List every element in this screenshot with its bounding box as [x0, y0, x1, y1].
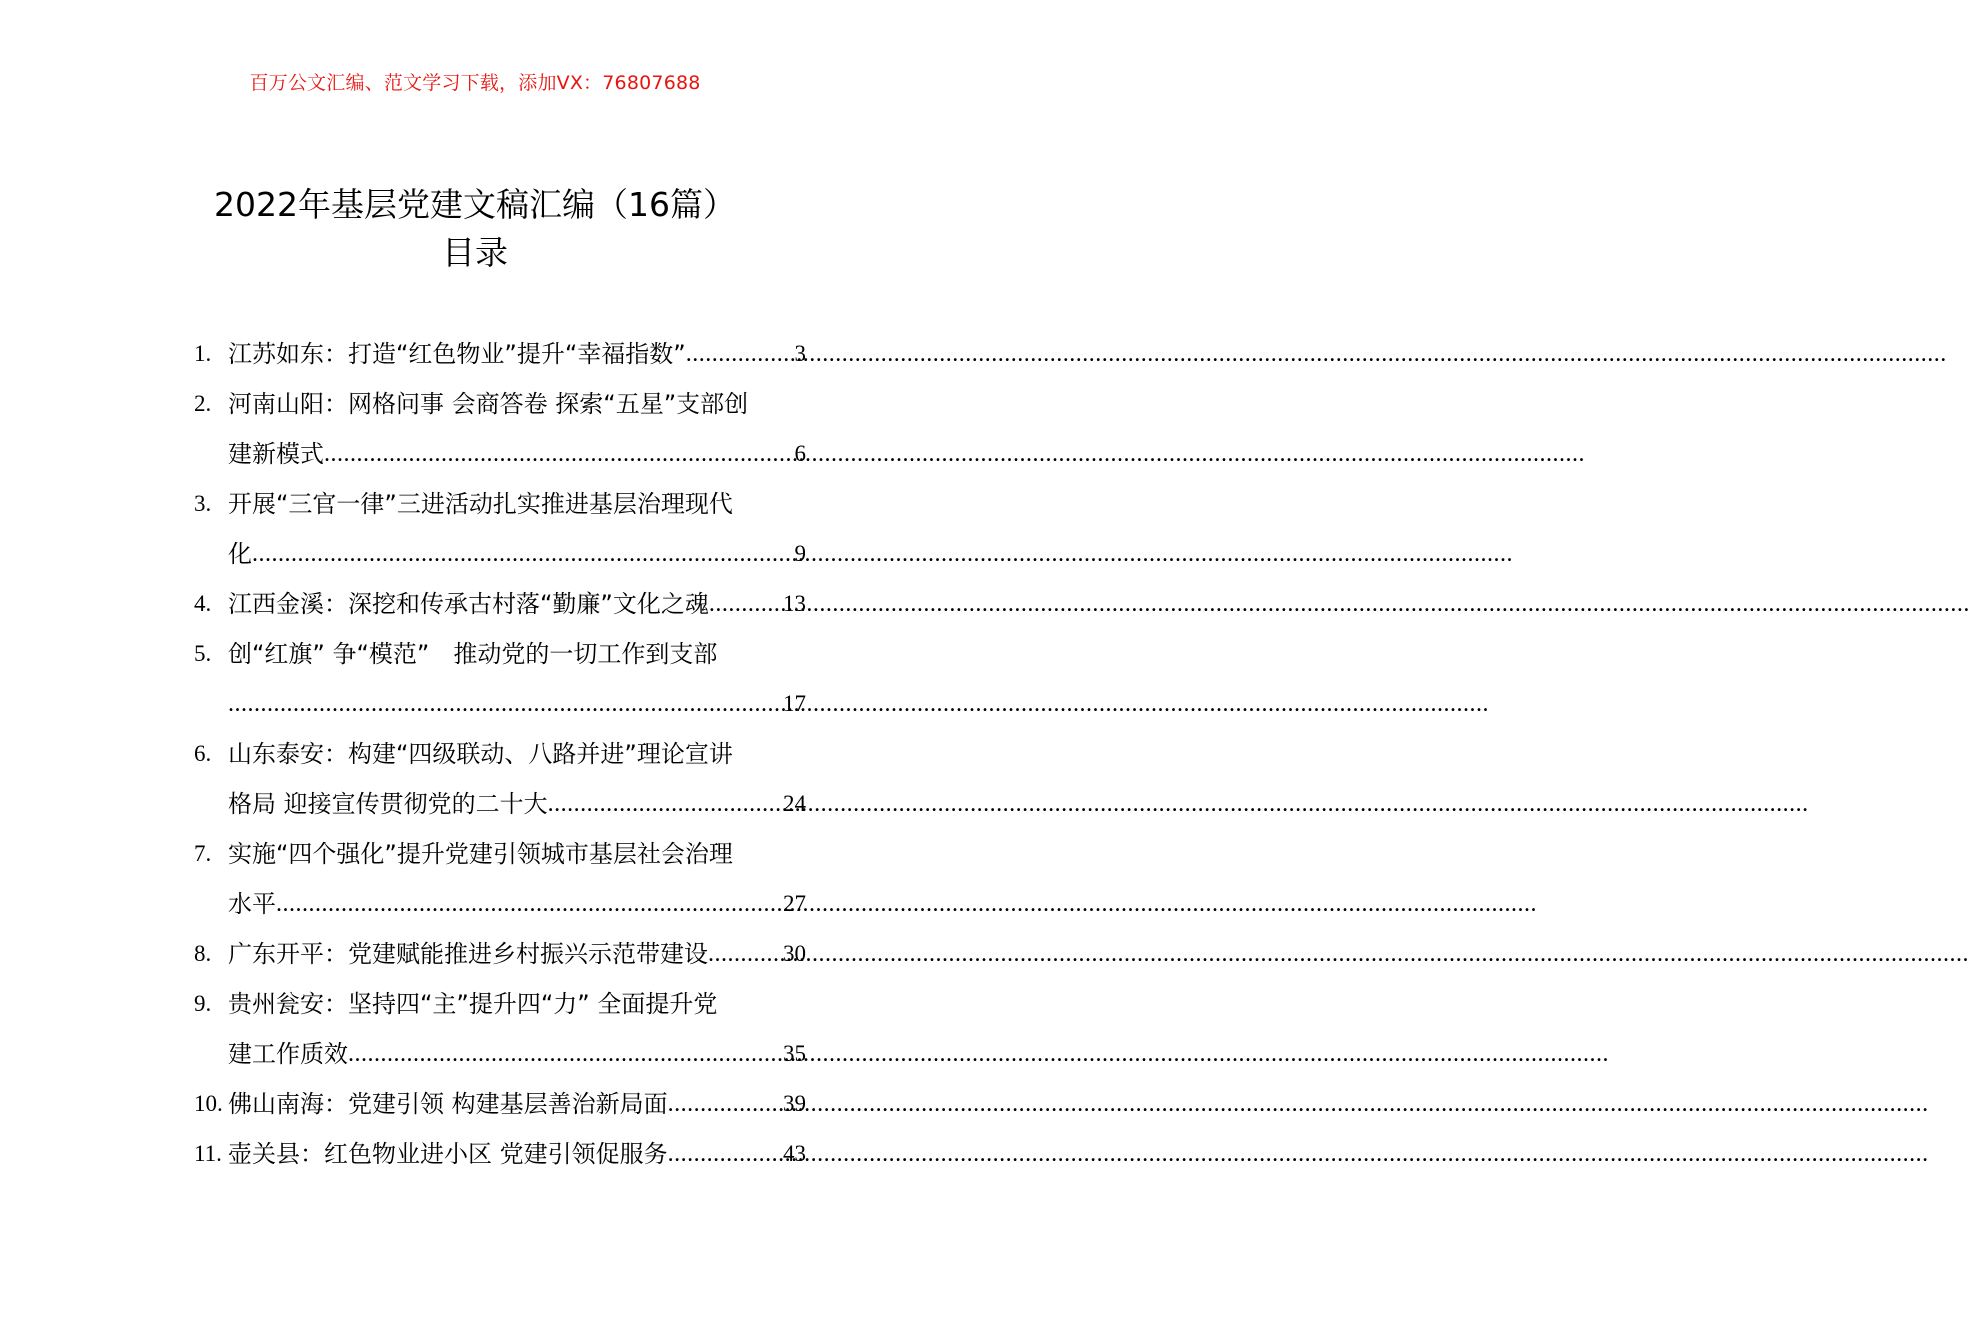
toc-entry[interactable] [194, 929, 806, 979]
toc-entry-title: 实施“四个强化”提升党建引领城市基层社会治理 [228, 840, 733, 868]
toc-entry-title: 河南山阳：网格问事 会商答卷 探索“五星”支部创 [228, 390, 749, 418]
toc-entry-number: 11. [194, 1141, 222, 1166]
toc-entry[interactable] [194, 329, 806, 379]
toc-entry-title: 贵州瓮安：坚持四“主”提升四“力” 全面提升党 [228, 990, 718, 1018]
toc-entry-page: 13 [783, 591, 806, 616]
toc-entry-title-continued: 建工作质效 [228, 1040, 348, 1068]
toc-leader-dots [228, 679, 782, 729]
toc-entry-page: 24 [783, 791, 806, 816]
toc-entry-title: 江西金溪：深挖和传承古村落“勤廉”文化之魂 [228, 590, 709, 618]
toc-entry-page: 9 [794, 541, 806, 566]
toc-entry[interactable] [194, 579, 806, 629]
toc-entry-page: 35 [783, 1041, 806, 1066]
toc-entry-number: 1. [194, 341, 212, 366]
document-title: 2022年基层党建文稿汇编（16篇） [214, 185, 736, 224]
toc-entry[interactable] [194, 629, 806, 729]
toc-entry[interactable] [194, 479, 806, 579]
table-of-contents [194, 329, 806, 1179]
toc-leader-dots [709, 579, 782, 629]
toc-entry[interactable] [194, 379, 806, 479]
toc-leader-dots [668, 1129, 782, 1179]
toc-heading: 目录 [442, 233, 508, 272]
toc-leader-dots [708, 929, 782, 979]
toc-entry-number: 6. [194, 741, 212, 766]
toc-leader-dots [686, 329, 794, 379]
toc-entry-title-continued: 建新模式 [228, 440, 324, 468]
toc-entry-number: 4. [194, 591, 212, 616]
toc-leader-dots [276, 879, 782, 929]
toc-entry[interactable] [194, 1129, 806, 1179]
toc-entry-page: 6 [794, 441, 806, 466]
toc-leader-dots [548, 779, 782, 829]
toc-entry[interactable] [194, 1079, 806, 1129]
toc-entry-number: 5. [194, 641, 212, 666]
toc-entry-title-continued: 格局 迎接宣传贯彻党的二十大 [228, 790, 548, 818]
toc-entry-title-continued: 化 [228, 540, 252, 568]
toc-entry-number: 2. [194, 391, 212, 416]
toc-leader-dots [668, 1079, 782, 1129]
toc-entry-title: 壶关县：红色物业进小区 党建引领促服务 [228, 1140, 668, 1168]
toc-leader-dots [348, 1029, 782, 1079]
toc-entry-title: 开展“三官一律”三进活动扎实推进基层治理现代 [228, 490, 733, 518]
toc-entry-number: 9. [194, 991, 212, 1016]
toc-entry-number: 8. [194, 941, 212, 966]
toc-entry-number: 10. [194, 1091, 223, 1116]
header-note: 百万公文汇编、范文学习下载，添加VX：76807688 [249, 72, 701, 94]
toc-entry-page: 30 [783, 941, 806, 966]
toc-entry-title-continued: 水平 [228, 890, 276, 918]
toc-entry-number: 7. [194, 841, 212, 866]
toc-entry-title: 山东泰安：构建“四级联动、八路并进”理论宣讲 [228, 740, 733, 768]
toc-entry-number: 3. [194, 491, 212, 516]
toc-entry-title: 佛山南海：党建引领 构建基层善治新局面 [228, 1090, 668, 1118]
toc-entry[interactable] [194, 979, 806, 1079]
toc-entry-page: 43 [783, 1141, 806, 1166]
toc-entry-page: 17 [783, 691, 806, 716]
toc-entry-title: 广东开平：党建赋能推进乡村振兴示范带建设 [228, 940, 708, 968]
toc-entry[interactable] [194, 729, 806, 829]
toc-entry-page: 3 [794, 341, 806, 366]
toc-leader-dots [252, 529, 794, 579]
toc-entry-page: 27 [783, 891, 806, 916]
toc-entry-title: 创“红旗” 争“模范” 推动党的一切工作到支部 [228, 640, 718, 668]
toc-entry[interactable] [194, 829, 806, 929]
toc-entry-title: 江苏如东：打造“红色物业”提升“幸福指数” [228, 340, 686, 368]
toc-entry-page: 39 [783, 1091, 806, 1116]
toc-leader-dots [324, 429, 794, 479]
